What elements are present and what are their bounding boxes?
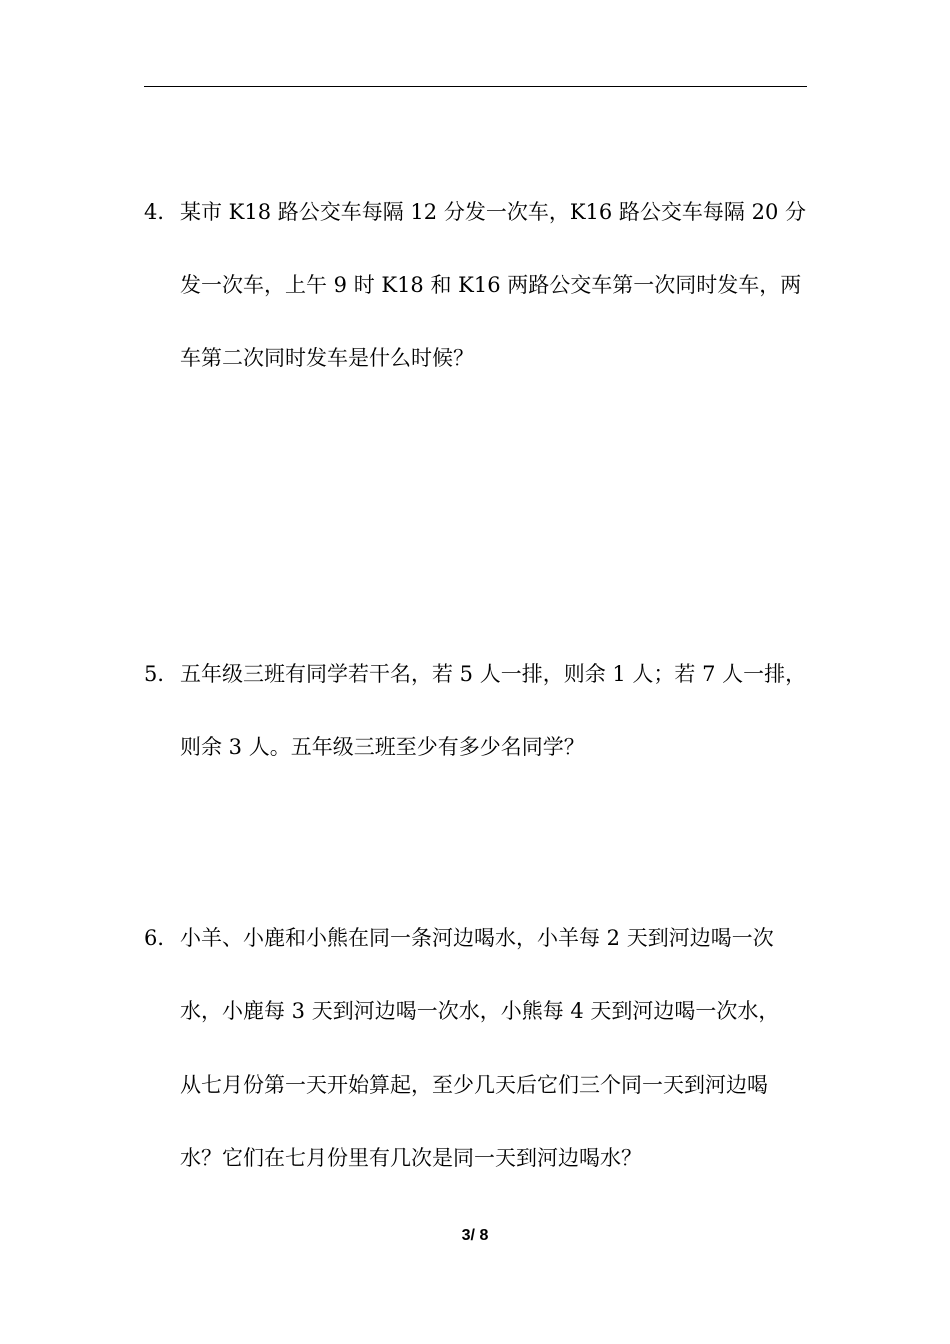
header-rule [144,86,807,87]
question-4-line-1 [144,198,806,226]
question-6-text-1: 小羊、小鹿和小熊在同一条河边喝水，小羊每 2 天到河边喝一次 [180,926,774,950]
question-5-number: 5． [144,662,179,686]
question-6-line-2: 水，小鹿每 3 天到河边喝一次水，小熊每 4 天到河边喝一次水， [180,999,780,1023]
page-number: 3/ 8 [461,1227,489,1244]
question-6-line-1 [144,924,774,952]
question-5-line-2: 则余 3 人。五年级三班至少有多少名同学？ [180,735,585,759]
question-6-number: 6． [144,926,179,950]
question-5-text-1: 五年级三班有同学若干名，若 5 人一排，则余 1 人；若 7 人一排， [180,662,807,686]
question-4-line-2: 发一次车，上午 9 时 K18 和 K16 两路公交车第一次同时发车，两 [180,273,802,297]
question-4-number: 4． [144,200,179,224]
question-5-line-1 [144,660,806,688]
question-6-line-3: 从七月份第一天开始算起，至少几天后它们三个同一天到河边喝 [180,1073,768,1097]
question-6-line-4: 水？它们在七月份里有几次是同一天到河边喝水？ [180,1146,642,1170]
question-4-line-3: 车第二次同时发车是什么时候？ [180,346,474,370]
question-4-text-1: 某市 K18 路公交车每隔 12 分发一次车，K16 路公交车每隔 20 分 [180,200,806,224]
